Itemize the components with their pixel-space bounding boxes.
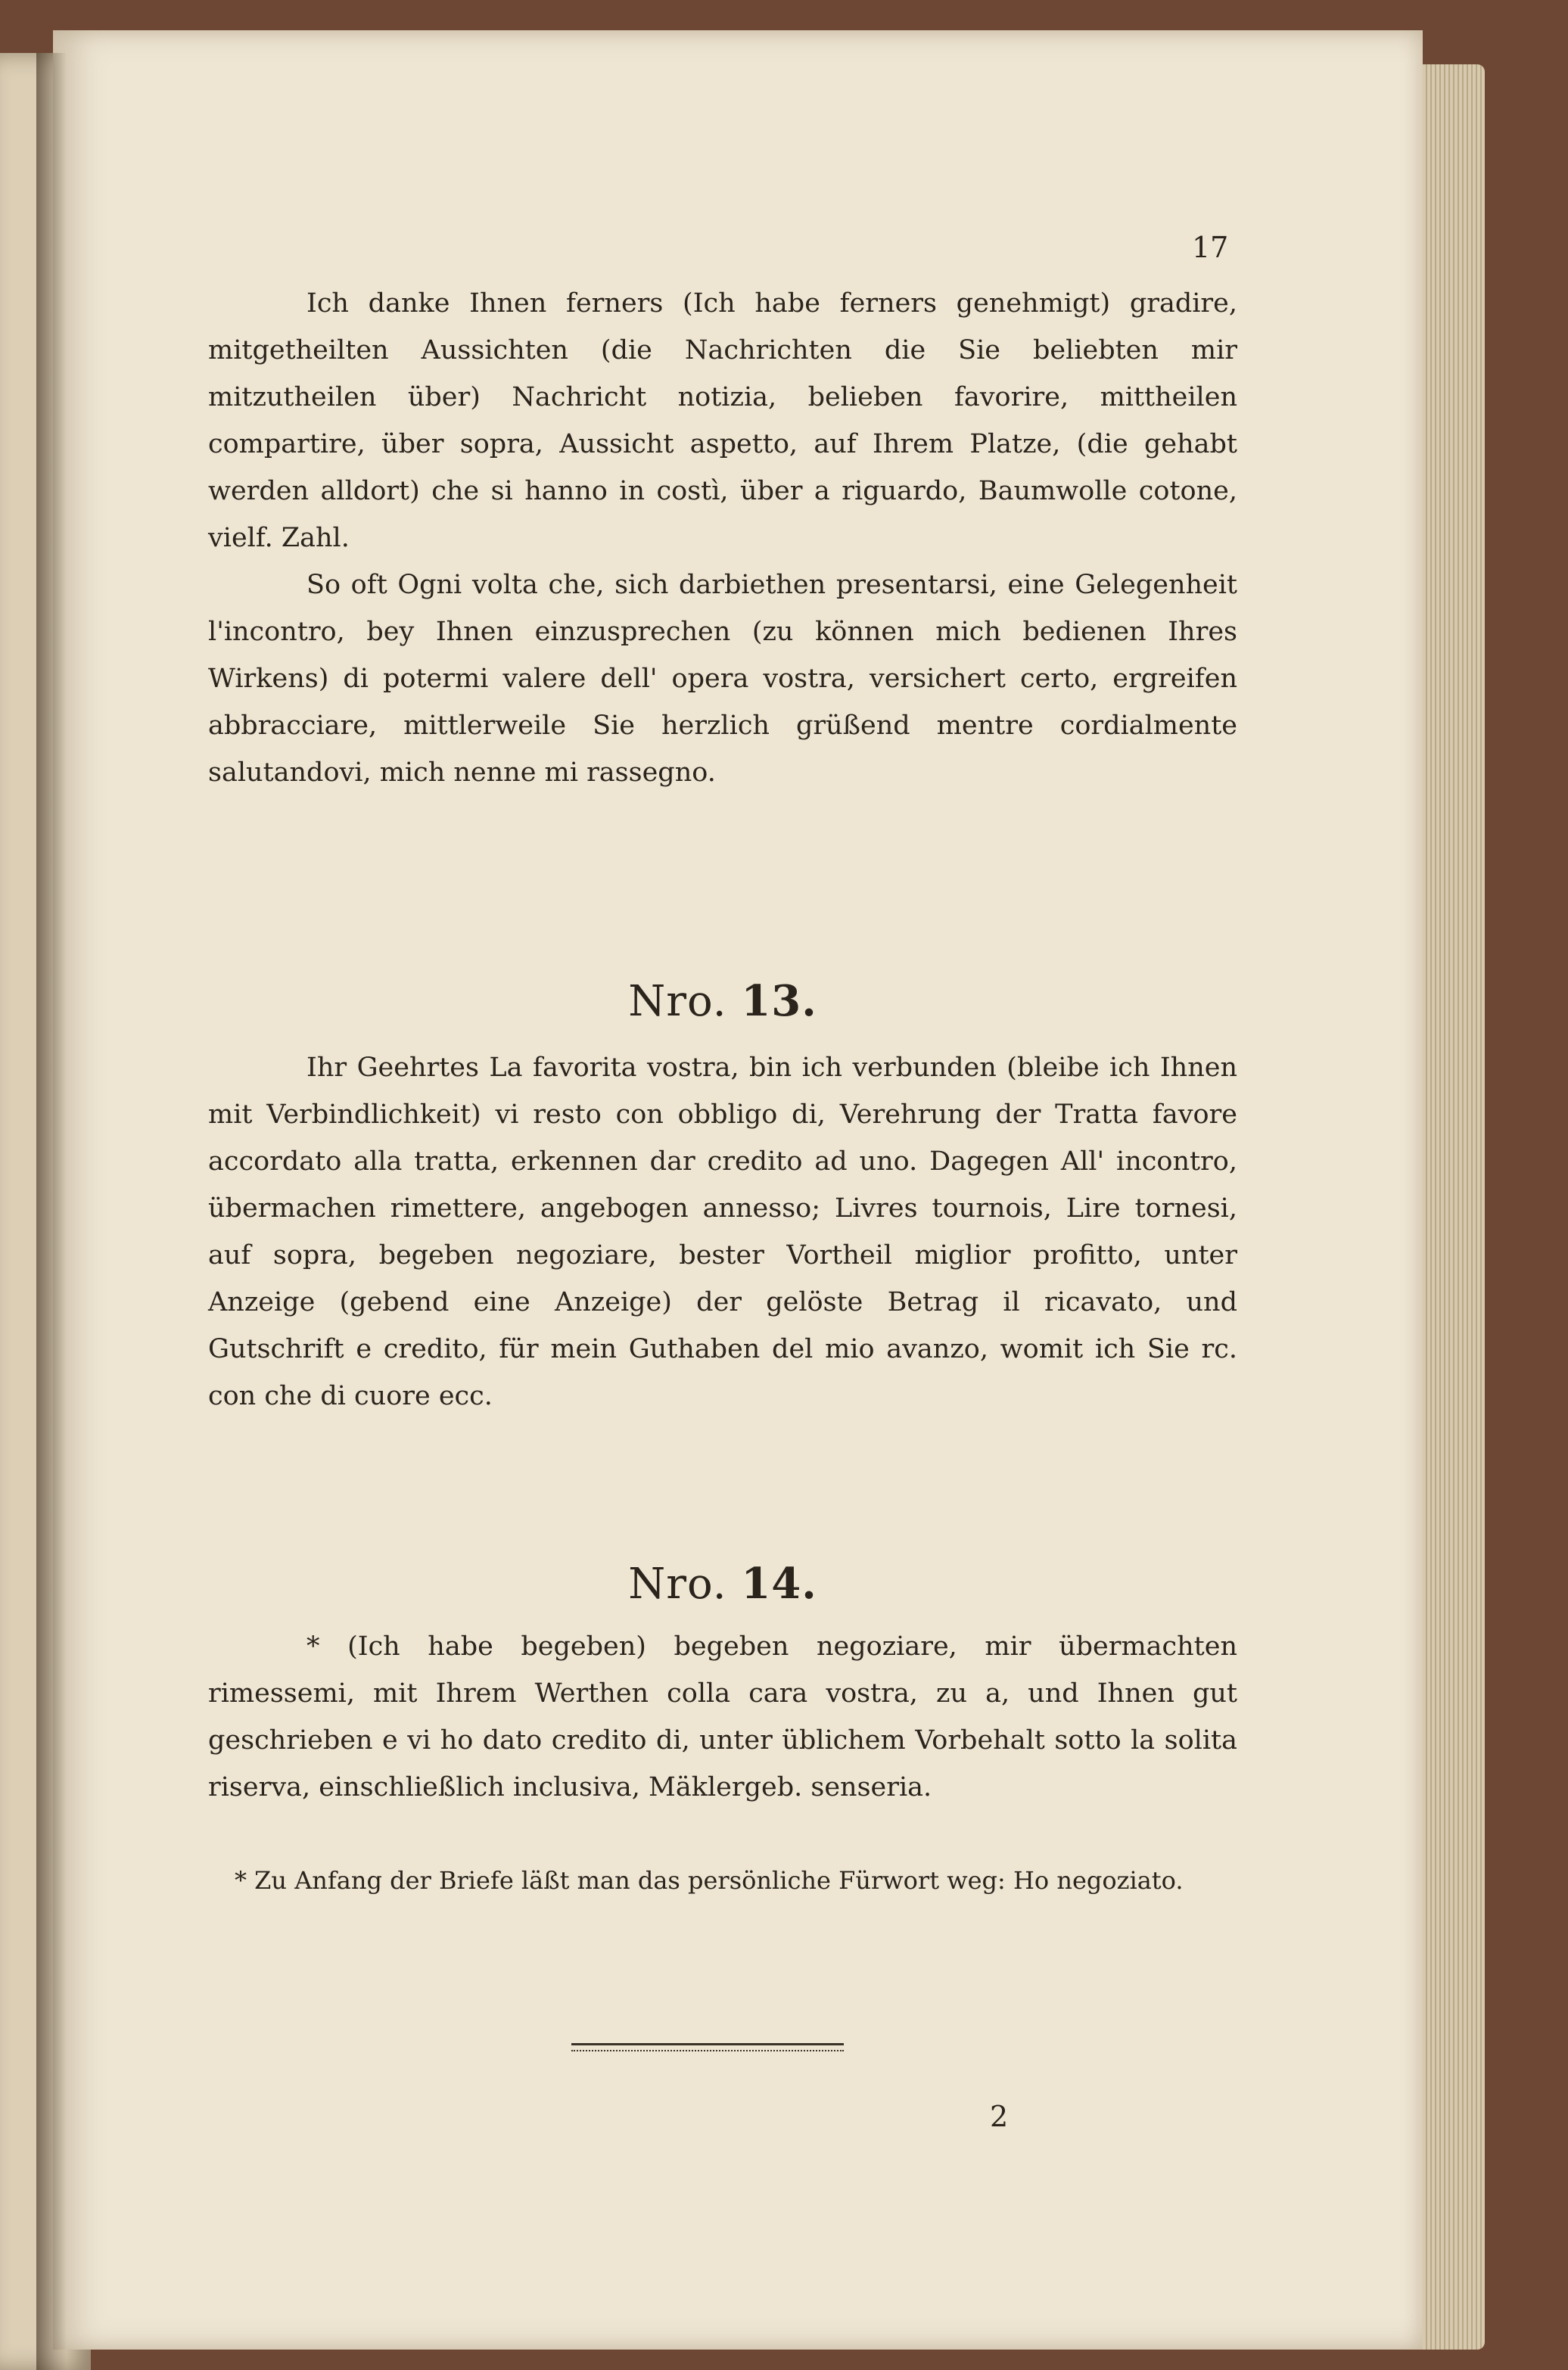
heading-nro-13-number: 13. xyxy=(741,976,817,1026)
heading-nro-14-number: 14. xyxy=(741,1559,817,1609)
nro-14-paragraph: * (Ich habe begeben) begeben negoziare, mir übermachten rimessemi, mit Ihrem Werthen colla cara vostra, zu a, und Ihnen gut geschrieben e vi ho dato credito di, unter üblichem Vorbehalt sotto la solita riserva, einschließlich inclusiva, Mäklergeb. senseria. xyxy=(208,1631,1237,1802)
intro-paragraph-2: So oft Ogni volta che, sich darbiethen presentarsi, eine Gelegenheit l'incontro, bey Ihnen einzusprechen (zu können mich bedienen Ihres Wirkens) di potermi valere dell' opera vostra, versichert certo, ergreifen abbracciare, mittlerweile Sie herzlich grüßend mentre cordialmente salutandovi, mich nenne mi rassegno. xyxy=(208,570,1237,788)
nro-14-text xyxy=(208,1623,1237,1811)
footnote: * Zu Anfang der Briefe läßt man das persönliche Fürwort weg: Ho negoziato. xyxy=(235,1866,1184,1895)
nro-13-paragraph: Ihr Geehrtes La favorita vostra, bin ich verbunden (bleibe ich Ihnen mit Verbindlichkeit) vi resto con obbligo di, Verehrung der Tratta favore accordato alla tratta, erkennen dar credito ad uno. Dagegen All' incontro, übermachen rimettere, angebogen annesso; Livres tournois, Lire tornesi, auf sopra, begeben negoziare, bester Vortheil miglior profitto, unter Anzeige (gebend eine Anzeige) der gelöste Betrag il ricavato, und Gutschrift e credito, für mein Guthaben del mio avanzo, womit ich Sie rc. con che di cuore ecc. xyxy=(208,1053,1237,1411)
heading-nro-14-label: Nro. xyxy=(628,1560,727,1609)
heading-nro-13-label: Nro. xyxy=(628,977,727,1026)
heading-nro-14 xyxy=(208,1559,1237,1609)
gutter-shadow xyxy=(36,53,67,2370)
heading-nro-13 xyxy=(208,976,1237,1026)
signature-mark: 2 xyxy=(990,2100,1009,2133)
intro-text xyxy=(208,280,1237,796)
nro-13-text xyxy=(208,1044,1237,1420)
ornamental-rule xyxy=(571,2043,844,2051)
page-number: 17 xyxy=(1192,231,1229,264)
intro-paragraph-1: Ich danke Ihnen ferners (Ich habe ferners genehmigt) gradire, mitgetheilten Aussichten (die Nachrichten die Sie beliebten mir mitzutheilen über) Nachricht notizia, belieben favorire, mittheilen compartire, über sopra, Aussicht aspetto, auf Ihrem Platze, (die gehabt werden alldort) che si hanno in costì, über a riguardo, Baumwolle cotone, vielf. Zahl. xyxy=(208,288,1237,553)
